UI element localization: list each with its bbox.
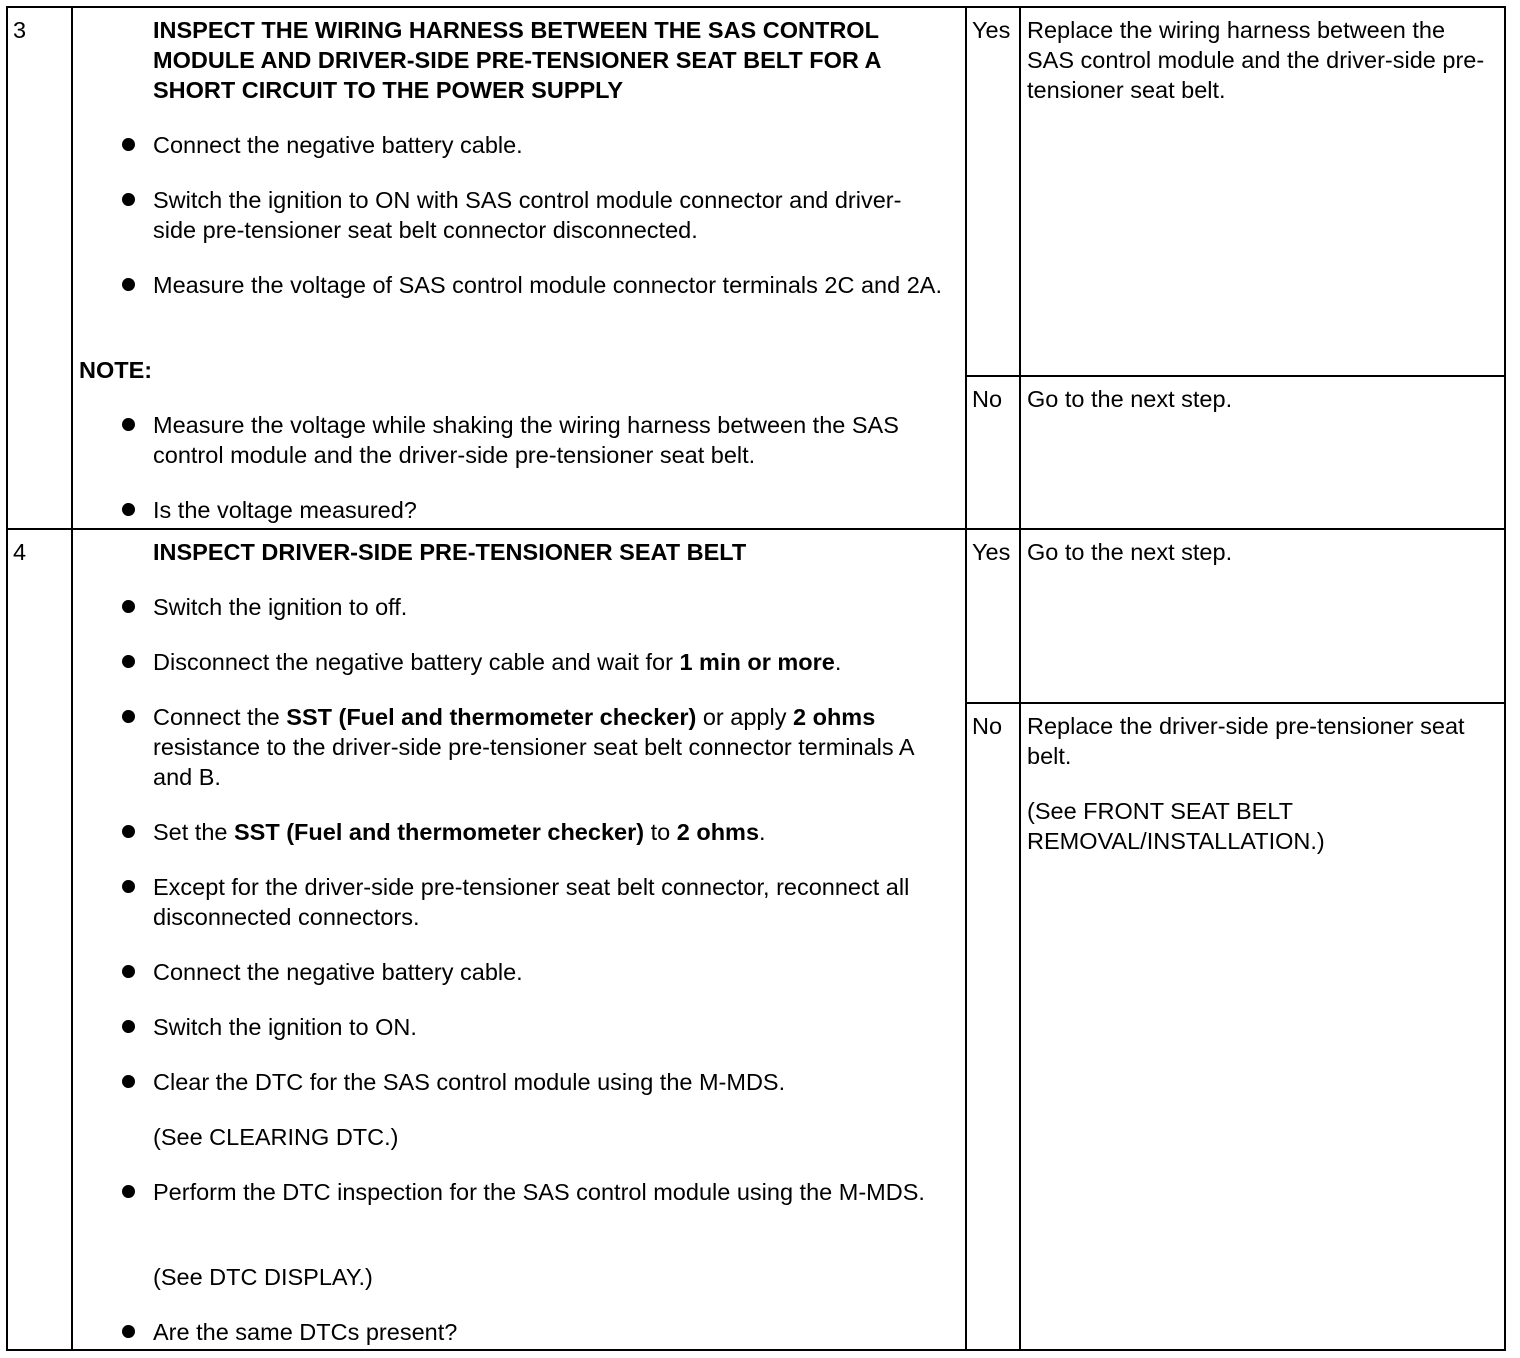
- list-item: Clear the DTC for the SAS control module using the M-MDS.: [153, 1067, 943, 1097]
- list-item: Perform the DTC inspection for the SAS control module using the M-MDS.: [153, 1177, 943, 1207]
- note-label: NOTE:: [79, 357, 153, 383]
- step-number: 3: [13, 17, 27, 43]
- no-label: No: [972, 386, 1003, 412]
- list-item: Connect the SST (Fuel and thermometer checker) or apply 2 ohms resistance to the driver-side pre-tensioner seat belt connector terminals A and B.: [153, 702, 943, 792]
- list-item: Switch the ignition to ON.: [153, 1012, 943, 1042]
- list-item: Connect the negative battery cable.: [153, 957, 943, 987]
- list-item: Switch the ignition to off.: [153, 592, 943, 622]
- row-divider: [8, 528, 1504, 530]
- list-item: Is the voltage measured?: [153, 495, 943, 525]
- list-item: Disconnect the negative battery cable and wait for 1 min or more.: [153, 647, 943, 677]
- yes-label: Yes: [972, 17, 1011, 43]
- column-divider: [71, 8, 73, 1349]
- yes-label: Yes: [972, 539, 1011, 565]
- no-action: Go to the next step.: [1027, 386, 1233, 412]
- reference-text: (See CLEARING DTC.): [153, 1124, 399, 1150]
- list-item: Set the SST (Fuel and thermometer checker) to 2 ohms.: [153, 817, 943, 847]
- diagnostic-table: [6, 6, 1506, 1351]
- yes-action: Replace the wiring harness between the SAS control module and the driver-side pre-tensioner seat belt.: [1027, 17, 1485, 103]
- step-number: 4: [13, 539, 27, 565]
- list-item: Except for the driver-side pre-tensioner seat belt connector, reconnect all disconnected connectors.: [153, 872, 943, 932]
- column-divider: [965, 8, 967, 1349]
- list-item: Measure the voltage while shaking the wiring harness between the SAS control module and the driver-side pre-tensioner seat belt.: [153, 410, 943, 470]
- list-item: Measure the voltage of SAS control module connector terminals 2C and 2A.: [153, 272, 942, 298]
- column-divider: [1019, 8, 1021, 1349]
- step-title: INSPECT DRIVER-SIDE PRE-TENSIONER SEAT BELT: [153, 539, 747, 565]
- yes-action: Go to the next step.: [1027, 539, 1233, 565]
- list-item: Are the same DTCs present?: [153, 1317, 943, 1347]
- step-title: INSPECT THE WIRING HARNESS BETWEEN THE SAS CONTROL MODULE AND DRIVER-SIDE PRE-TENSIONER SEAT BELT FOR A SHORT CIRCUIT TO THE POWER SUPPLY: [153, 17, 881, 103]
- list-item: Connect the negative battery cable.: [153, 130, 943, 160]
- row-divider: [965, 375, 1504, 377]
- reference-text: (See DTC DISPLAY.): [153, 1264, 373, 1290]
- reference-text: (See FRONT SEAT BELT REMOVAL/INSTALLATION.): [1027, 798, 1325, 854]
- no-action: Replace the driver-side pre-tensioner seat belt.: [1027, 713, 1465, 769]
- list-item: Switch the ignition to ON with SAS control module connector and driver-side pre-tensioner seat belt connector disconnected.: [153, 185, 943, 245]
- row-divider: [965, 702, 1504, 704]
- no-label: No: [972, 713, 1003, 739]
